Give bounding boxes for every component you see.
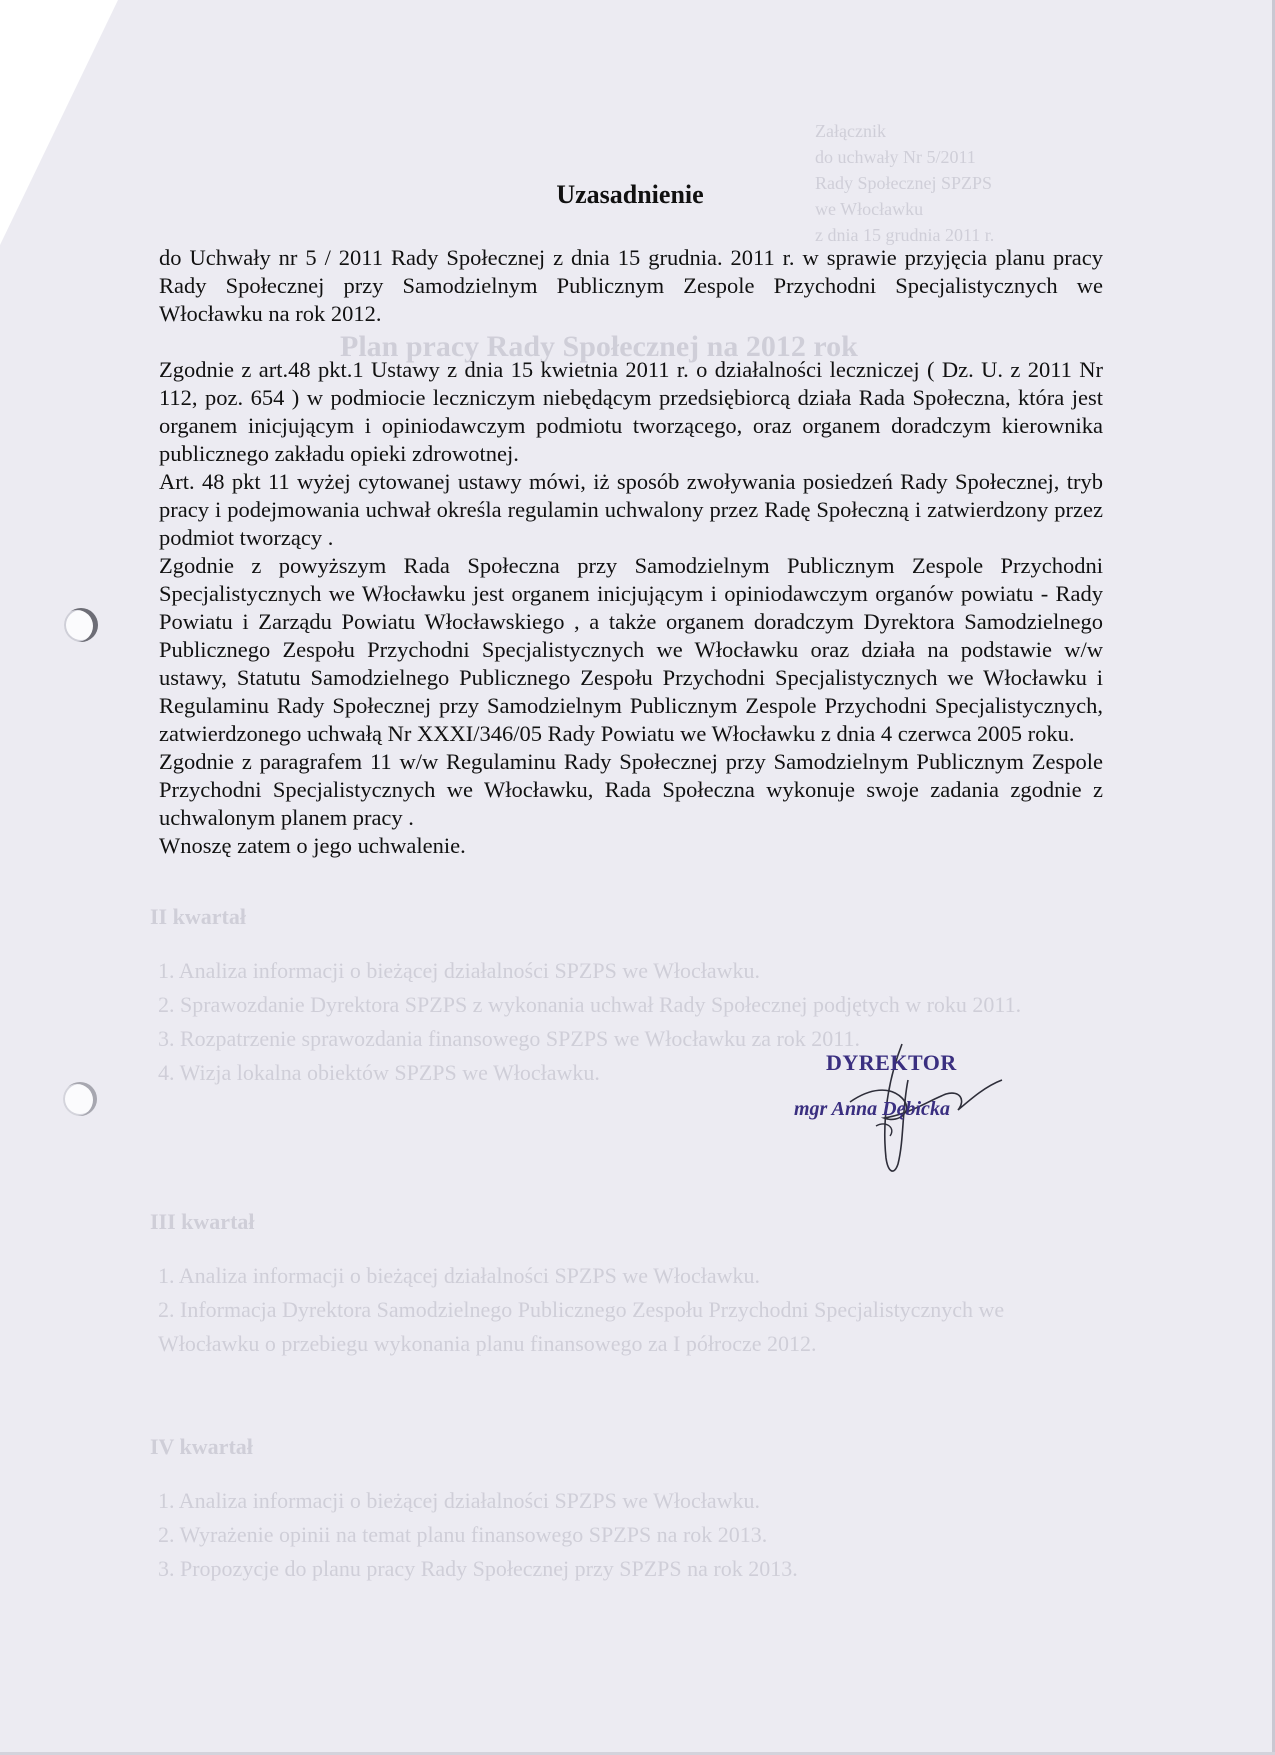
paragraph-intro: do Uchwały nr 5 / 2011 Rady Społecznej z dnia 15 grudnia. 2011 r. w sprawie przyjęcia planu pracy Rady Społecznej przy Samodzielnym Publicznym Zespole Przychodni Specjalistycznych we Włocławku na rok 2012. [159,245,1103,326]
paragraph: Zgodnie z art.48 pkt.1 Ustawy z dnia 15 kwietnia 2011 r. o działalności leczniczej ( Dz. U. z 2011 Nr 112, poz. 654 ) w podmiocie leczniczym niebędącym przedsiębiorcą działa Rada Społeczna, która jest organem inicjującym i opiniodawczym podmiotu tworzącego, oraz organem doradczym kierownika publicznego zakładu opieki zdrowotnej. [159,357,1103,466]
show-through-heading: Plan pracy Rady Społecznej na 2012 rok [340,330,858,363]
signature-stamp [790,1040,1030,1180]
q3-item: 2. Informacja Dyrektora Samodzielnego Publicznego Zespołu Przychodni Specjalistycznych we Włocławku o przebiegu wykonania planu finansowego za I półrocze 2012. [158,1297,1005,1356]
annex-line: do uchwały Nr 5/2011 [815,147,976,167]
q4-item: 2. Wyrażenie opinii na temat planu finansowego SPZPS na rok 2013. [158,1522,768,1547]
show-through-q4 [150,1430,1100,1586]
q2-item: 1. Analiza informacji o bieżącej działalności SPZPS we Włocławku. [158,958,760,983]
signature-name: mgr Anna Dębicka [794,1098,950,1120]
annex-line: Rady Społecznej SPZPS [815,173,993,193]
paragraph-gap [159,328,1103,356]
document-body [159,244,1103,860]
q4-item: 3. Propozycje do planu pracy Rady Społecznej przy SPZPS na rok 2013. [158,1556,798,1581]
annex-line: z dnia 15 grudnia 2011 r. [815,225,995,245]
show-through-q3 [150,1205,1100,1361]
document-title: Uzasadnienie [556,180,704,209]
paragraph-closing: Wnoszę zatem o jego uchwalenie. [159,833,466,858]
signature-role: DYREKTOR [826,1050,957,1075]
q3-heading: III kwartał [150,1209,255,1234]
q2-item: 2. Sprawozdanie Dyrektora SPZPS z wykonania uchwał Rady Społecznej podjętych w roku 2011. [158,992,1022,1017]
paragraph: Art. 48 pkt 11 wyżej cytowanej ustawy mówi, iż sposób zwoływania posiedzeń Rady Społecznej, tryb pracy i podejmowania uchwał określa regulamin uchwalony przez Radę Społeczną i zatwierdzony przez podmiot tworzący . [159,469,1103,550]
annex-line: we Włocławku [815,199,924,219]
paragraph: Zgodnie z paragrafem 11 w/w Regulaminu Rady Społecznej przy Samodzielnym Publicznym Zespole Przychodni Specjalistycznych we Włocławku, Rada Społeczna wykonuje swoje zadania zgodnie z uchwalonym planem pracy . [159,749,1103,830]
q2-item: 3. Rozpatrzenie sprawozdania finansowego SPZPS we Włocławku za rok 2011. [158,1026,860,1051]
punch-hole-upper [64,608,98,642]
q2-item: 4. Wizja lokalna obiektów SPZPS we Włocławku. [158,1060,600,1085]
q3-item: 1. Analiza informacji o bieżącej działalności SPZPS we Włocławku. [158,1263,760,1288]
q4-item: 1. Analiza informacji o bieżącej działalności SPZPS we Włocławku. [158,1488,760,1513]
q4-heading: IV kwartał [150,1434,253,1459]
paragraph: Zgodnie z powyższym Rada Społeczna przy Samodzielnym Publicznym Zespole Przychodni Specjalistycznych we Włocławku jest organem inicjującym i opiniodawczym organów powiatu - Rady Powiatu i Zarządu Powiatu Włocławskiego , a także organem doradczym Dyrektora Samodzielnego Publicznego Zespołu Przychodni Specjalistycznych we Włocławku oraz działa na podstawie w/w ustawy, Statutu Samodzielnego Publicznego Zespołu Przychodni Specjalistycznych we Włocławku i Regulaminu Rady Społecznej przy Samodzielnym Publicznym Zespole Przychodni Specjalistycznych, zatwierdzonego uchwałą Nr XXXI/346/05 Rady Powiatu we Włocławku z dnia 4 czerwca 2005 roku. [159,553,1103,746]
punch-hole-lower [63,1082,97,1116]
q2-heading: II kwartał [150,904,246,929]
annex-line: Załącznik [815,121,886,141]
